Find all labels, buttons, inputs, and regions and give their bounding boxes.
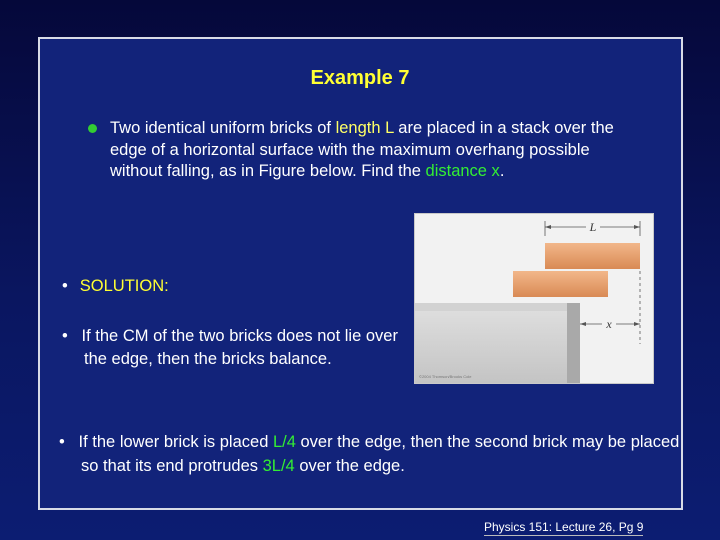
cm-point: [62, 325, 414, 371]
distance-x-highlight: distance x: [425, 162, 500, 180]
bricks-figure: [414, 213, 654, 384]
3L4-highlight: 3L/4: [262, 457, 295, 475]
length-L-highlight: length L: [335, 119, 394, 137]
table-side-edge: [567, 303, 580, 383]
placement-text-1: If the lower brick is placed: [78, 433, 273, 451]
slide-title: Example 7: [310, 67, 410, 89]
bricks-diagram: [415, 214, 653, 383]
table-top-edge: [415, 303, 580, 311]
bullet-icon: •: [62, 327, 68, 345]
slide-footer: Physics 151: Lecture 26, Pg 9: [484, 520, 644, 534]
upper-brick: [545, 243, 640, 269]
problem-text-2: are placed in a stack over the edge of a horizontal surface with the maximum overhang possible without falling, as in Figure below. Find the: [110, 119, 614, 180]
problem-text-3: .: [499, 162, 505, 180]
solution-point: [62, 277, 169, 296]
bullet-icon: •: [59, 433, 65, 451]
placement-text-2: over the edge, then the second brick may be placed so that its end protrudes: [81, 433, 680, 475]
green-bullet-icon: [88, 124, 97, 133]
L-label: L: [589, 220, 597, 234]
figure-copyright: ©2004 Thomson/Brooks Cole: [419, 374, 472, 379]
cm-point-text: If the CM of the two bricks does not lie over the edge, then the bricks balance.: [81, 327, 398, 368]
problem-statement: [110, 118, 630, 183]
table-surface: [415, 303, 580, 383]
solution-label: SOLUTION:: [79, 277, 169, 295]
L4-highlight: L/4: [272, 433, 296, 451]
placement-text-3: over the edge.: [294, 457, 405, 475]
lower-brick: [513, 271, 608, 297]
problem-text-1: Two identical uniform bricks of: [110, 119, 336, 137]
placement-point: [59, 430, 691, 478]
bullet-icon: •: [62, 277, 68, 295]
x-label: x: [606, 317, 612, 331]
